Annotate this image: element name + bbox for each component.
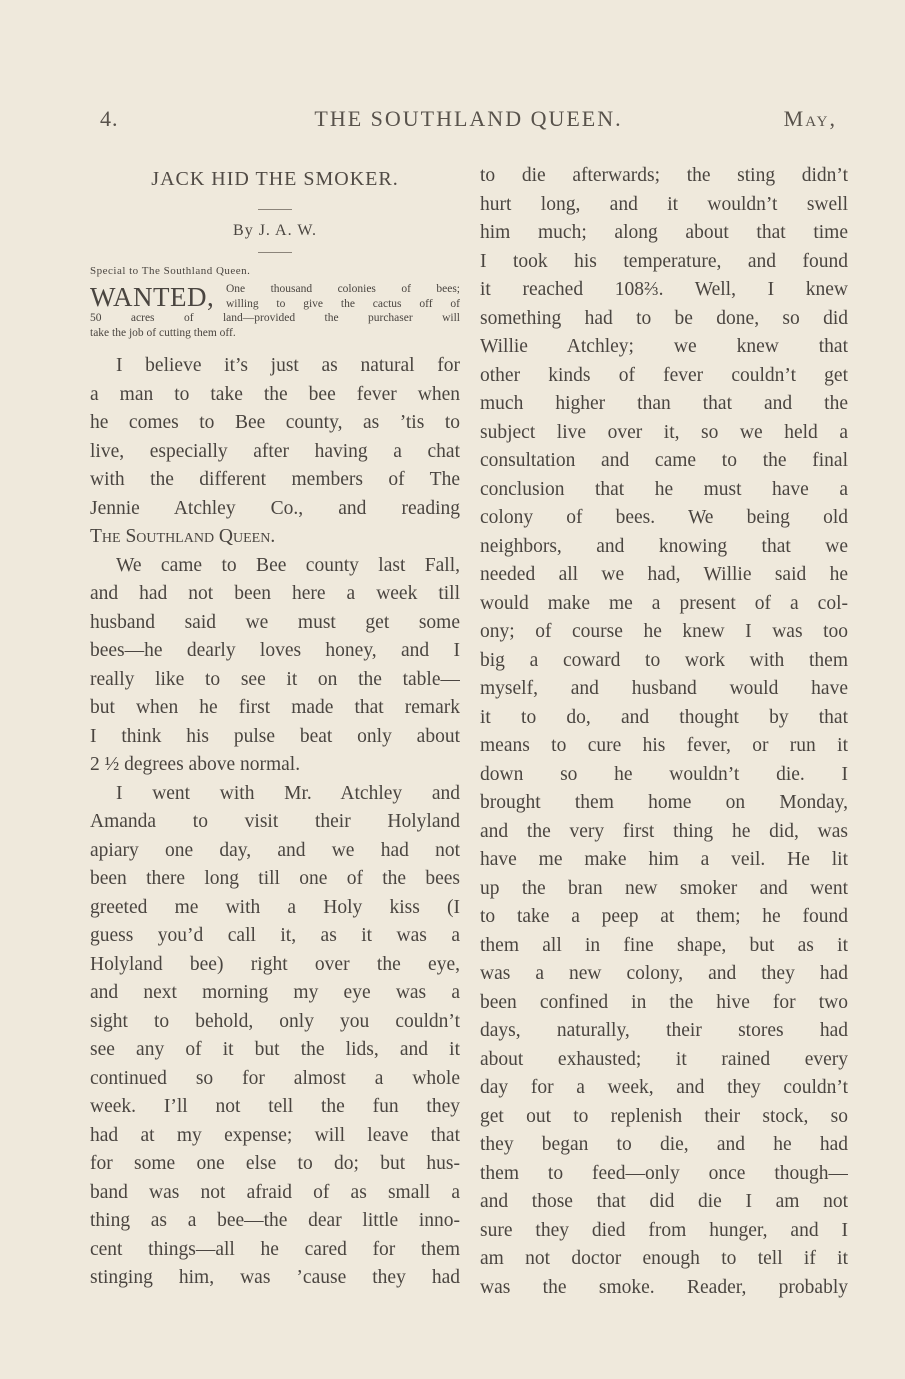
text-line: stinging him, was ’cause they had [90, 1267, 460, 1288]
ad-line: 50 acres of land—provided the purchaser will [90, 312, 460, 324]
wanted-heading: WANTED, [90, 282, 215, 312]
text-line: am not doctor enough to tell if it [480, 1248, 848, 1269]
text-line: Jennie Atchley Co., and reading [90, 497, 460, 519]
text-line: bees—he dearly loves honey, and I [90, 640, 460, 661]
wanted-ad [90, 282, 460, 340]
text-line: guess you’d call it, as it was a [90, 925, 460, 946]
text-line: but when he first made that remark [90, 697, 460, 718]
text-line: Holyland bee) right over the eye, [90, 953, 460, 975]
text-line: greeted me with a Holy kiss (I [90, 896, 460, 918]
text-line: them all in fine shape, but as it [480, 934, 848, 956]
text-line: thing as a bee—the dear little inno- [90, 1210, 460, 1231]
text-line: other kinds of fever couldn’t get [480, 364, 848, 386]
text-line: see any of it but the lids, and it [90, 1039, 460, 1060]
text-line: I think his pulse beat only about [90, 725, 460, 747]
text-line: myself, and husband would have [480, 678, 848, 699]
ad-line: take the job of cutting them off. [90, 326, 236, 339]
text-line: much higher than that and the [480, 393, 848, 414]
text-line: and next morning my eye was a [90, 982, 460, 1003]
text-line: 2 ½ degrees above normal. [90, 754, 301, 775]
text-line: husband said we must get some [90, 611, 460, 633]
text-line: I went with Mr. Atchley and [116, 782, 460, 804]
text-line: with the different members of The [90, 469, 460, 490]
text-line: it to do, and thought by that [480, 706, 848, 728]
text-line: them to feed—only once though— [480, 1162, 848, 1184]
title-rule [258, 209, 292, 210]
text-line: hurt long, and it wouldn’t swell [480, 193, 848, 215]
text-line: subject live over it, so we held a [480, 421, 848, 443]
text-line: neighbors, and knowing that we [480, 535, 848, 557]
text-line: We came to Bee county last Fall, [116, 554, 460, 576]
left-column [90, 162, 460, 1293]
left-body-text [90, 352, 460, 1293]
text-line: been confined in the hive for two [480, 991, 848, 1013]
ad-line: willing to give the cactus off of [226, 297, 460, 310]
byline: By J. A. W. [233, 222, 317, 239]
text-line: down so he wouldn’t die. I [480, 763, 848, 785]
text-line: big a coward to work with them [480, 649, 848, 671]
text-line: Willie Atchley; we knew that [480, 336, 848, 357]
text-line: was a new colony, and they had [480, 963, 848, 984]
text-line: brought them home on Monday, [480, 792, 848, 813]
text-line: they began to die, and he had [480, 1134, 848, 1155]
text-line: was the smoke. Reader, probably [480, 1276, 848, 1298]
running-head [100, 106, 837, 136]
text-line: would make me a present of a col- [480, 592, 848, 614]
ad-line: One thousand colonies of bees; [226, 283, 460, 295]
text-line: really like to see it on the table— [90, 668, 460, 690]
text-line: consultation and came to the final [480, 450, 848, 471]
text-line: cent things—all he cared for them [90, 1238, 460, 1260]
text-line: sure they died from hunger, and I [480, 1219, 848, 1241]
text-line: apiary one day, and we had not [90, 839, 460, 861]
journal-title: THE SOUTHLAND QUEEN. [314, 106, 623, 131]
text-line: a man to take the bee fever when [90, 383, 460, 405]
text-line: him much; along about that time [480, 222, 848, 243]
page-number: 4. [100, 106, 119, 131]
text-line: day for a week, and they couldn’t [480, 1077, 848, 1098]
right-body-text [480, 162, 848, 1302]
text-line: and the very first thing he did, was [480, 820, 848, 842]
text-line: sight to behold, only you couldn’t [90, 1010, 460, 1032]
text-line: continued so for almost a whole [90, 1067, 460, 1089]
right-column [480, 162, 848, 1302]
text-line: colony of bees. We being old [480, 507, 848, 528]
text-line: band was not afraid of as small a [90, 1181, 460, 1203]
text-line: for some one else to do; but hus- [90, 1153, 460, 1174]
text-line: and those that did die I am not [480, 1191, 848, 1212]
text-line: I believe it’s just as natural for [116, 355, 460, 376]
text-line: live, especially after having a chat [90, 440, 460, 462]
text-line: about exhausted; it rained every [480, 1048, 848, 1070]
issue-month: May, [783, 106, 837, 131]
special-note: Special to The Southland Queen. [90, 265, 251, 277]
text-line: means to cure his fever, or run it [480, 735, 848, 756]
text-line: I took his temperature, and found [480, 250, 848, 272]
text-line: up the bran new smoker and went [480, 877, 848, 899]
text-line: to die afterwards; the sting didn’t [480, 165, 848, 186]
text-line: week. I’ll not tell the fun they [90, 1096, 460, 1117]
text-line: needed all we had, Willie said he [480, 564, 848, 585]
text-line: to take a peep at them; he found [480, 906, 848, 927]
text-line: something had to be done, so did [480, 307, 848, 329]
article-title: JACK HID THE SMOKER. [151, 168, 399, 190]
text-line: conclusion that he must have a [480, 478, 848, 500]
byline-rule [258, 252, 292, 253]
text-line: it reached 108⅔. Well, I knew [480, 279, 848, 300]
text-line: he comes to Bee county, as ’tis to [90, 412, 460, 433]
text-line: have me make him a veil. He lit [480, 849, 848, 870]
text-line: been there long till one of the bees [90, 868, 460, 889]
text-line: The Southland Queen. [90, 526, 276, 547]
text-line: days, naturally, their stores had [480, 1020, 848, 1041]
text-line: get out to replenish their stock, so [480, 1105, 848, 1127]
text-line: Amanda to visit their Holyland [90, 811, 460, 832]
text-line: had at my expense; will leave that [90, 1124, 460, 1146]
text-line: ony; of course he knew I was too [480, 621, 848, 642]
text-line: and had not been here a week till [90, 583, 460, 604]
